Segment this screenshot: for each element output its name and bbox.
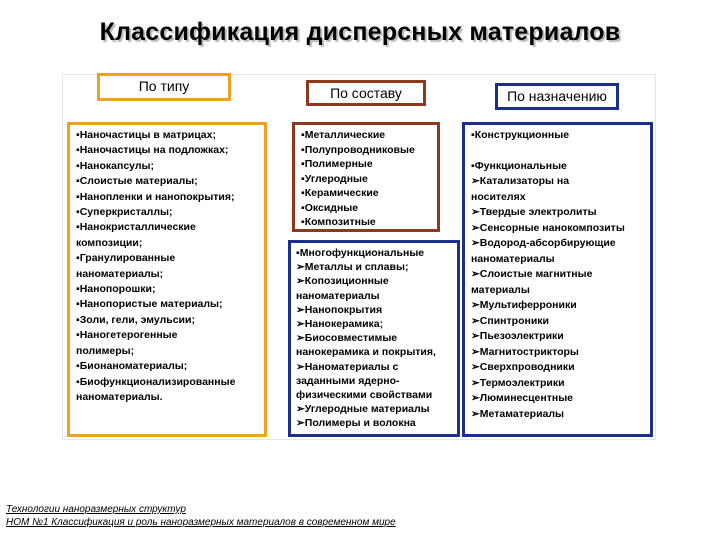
composition-item: ▪Полупроводниковые [301,143,415,156]
by-type-item: ▪Золи, гели, эмульсии; [76,313,195,326]
footer-line-2: НОМ №1 Классификация и роль наноразмерных материалов в современном мире [6,516,396,528]
multifunctional-item: ➢Металлы и сплавы; [296,261,409,274]
multifunctional-item: физическими свойствами [296,389,433,402]
by-composition-box [292,122,440,232]
multifunctional-item: наноматериалы [296,289,380,302]
purpose-item: наноматериалы [471,252,555,265]
purpose-item: ➢Мультиферроники [471,299,577,311]
by-purpose-box [462,122,653,437]
by-type-item: наноматериалы. [76,390,163,403]
multifunctional-item: ➢Углеродные материалы [296,403,430,416]
multifunctional-box [288,240,460,437]
by-type-box [67,122,267,437]
by-type-item: ▪Гранулированные [76,252,176,265]
purpose-item: ➢Термоэлектрики [471,376,565,389]
composition-item: ▪Полимерные [301,158,373,170]
multifunctional-item: нанокерамика и покрытия, [296,346,436,359]
purpose-item: ➢Метаматериалы [471,407,565,420]
composition-item: ▪Углеродные [301,172,368,185]
purpose-item: ➢Спинтроники [471,314,549,327]
by-type-item: ▪Бионаноматериалы; [76,360,188,373]
slide-title: Классификация дисперсных материалов [99,18,621,46]
purpose-item: ➢Сверхпроводники [471,361,575,373]
by-type-item: ▪Нанопленки и нанопокрытия; [76,190,235,203]
purpose-item: ➢Магнитострикторы [471,345,579,358]
purpose-item: ➢Водород-абсорбирующие [471,237,616,249]
composition-item: ▪Оксидные [301,201,359,214]
multifunctional-item: ➢Биосовместимые [296,332,398,345]
purpose-item: ➢Люминесцентные [471,392,574,404]
multifunctional-item: ➢Нанопокрытия [296,303,383,316]
footer-line-1: Технологии наноразмерных структур [6,504,186,515]
by-type-item: ▪Биофункционализированные [76,375,236,388]
purpose-item: ➢Сенсорные нанокомпозиты [471,221,625,234]
by-type-item: ▪Слоистые материалы; [76,175,198,188]
composition-item: ▪Металлические [301,129,386,141]
footer [6,504,720,529]
purpose-item: ➢Катализаторы на [471,175,570,187]
by-type-item: ▪Наночастицы в матрицах; [76,129,216,141]
multifunctional-item: ➢Нанокерамика; [296,318,384,331]
by-type-item: ▪Нанокристаллические [76,221,196,234]
header-by-composition: По составу [306,80,426,106]
header-by-type: По типу [97,73,231,101]
by-type-item: наноматериалы; [76,267,164,280]
multifunctional-item: ▪Многофункциональные [296,247,425,259]
by-type-item: ▪Нанокапсулы; [76,159,155,172]
purpose-item: ➢Пьезоэлектрики [471,330,564,342]
purpose-structural-item: ▪Конструкционные [471,129,570,141]
by-type-item: ▪Нанопорошки; [76,283,156,296]
composition-item: ▪Керамические [301,187,379,199]
by-type-item: полимеры; [76,344,135,357]
header-by-purpose: По назначению [495,83,619,110]
multifunctional-item: ➢Копозиционные [296,275,389,288]
by-type-item: ▪Нанопористые материалы; [76,298,223,311]
purpose-item: ➢Слоистые магнитные [471,268,593,280]
purpose-item: ➢Твердые электролиты [471,206,597,218]
multifunctional-item: ➢Полимеры и волокна [296,417,416,430]
by-type-item: композиции; [76,236,143,249]
by-type-item: ▪Наночастицы на подложках; [76,144,229,157]
spacer [471,144,646,159]
purpose-item: материалы [471,283,530,296]
multifunctional-item: заданными ядерно- [296,374,400,387]
purpose-item: ▪Функциональные [471,159,567,172]
by-type-item: ▪Наногетерогенные [76,329,178,342]
purpose-item: носителях [471,190,526,203]
by-type-item: ▪Суперкристаллы; [76,206,173,219]
multifunctional-item: ➢Наноматериалы с [296,360,399,373]
composition-item: ▪Композитные [301,216,376,228]
